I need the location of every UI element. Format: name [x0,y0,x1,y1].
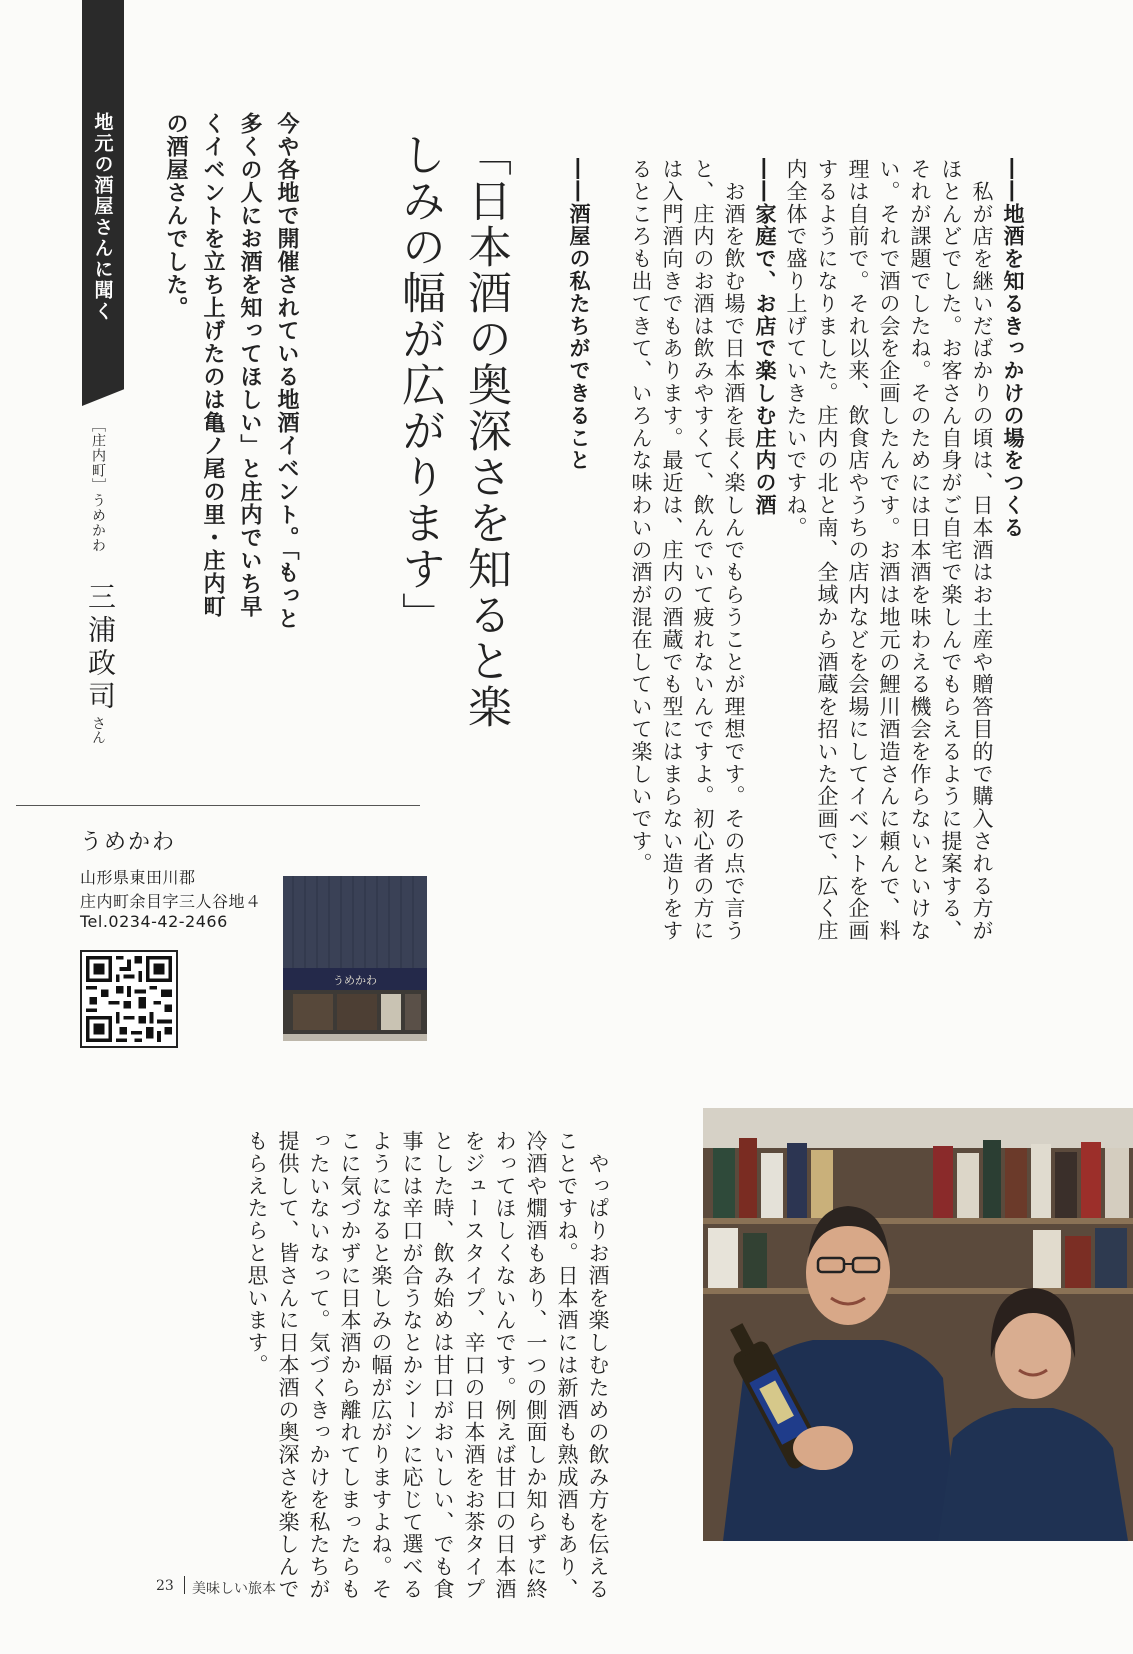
info-divider [16,805,420,806]
person-name: 三浦政司 [84,582,117,714]
section-body-1: 私が店を継いだばかりの頃は、日本酒はお土産や贈答目的で購入される方がほとんどでした。お客さん自身がご自宅で楽しんでもらえるように提案する、それが課題でしたね。そのためには日本酒を味わえる機会を作らないといけない。それで酒の会を企画したんです。お酒は地元の鯉川酒造さんに頼んで、料理は自前で。それ以来、飲食店やうちの店内などを会場にしてイベントを企画するようになりました。庄内の北と南、全域から酒蔵を招いた企画で、広く庄内全体で盛り上げていきたいですね。 [784,158,994,942]
article-title: 「日本酒の奥深さを知ると楽しみの幅が広がります」 [394,132,511,730]
category-label: 地元の酒屋さんに聞く [91,112,114,322]
section-heading-2: ――家庭で、お店で楽しむ庄内の酒 [753,158,777,517]
article-body-upper [563,158,1028,958]
section-body-2: お酒を飲む場で日本酒を長く楽しんでもらうことが理想です。その点で言うと、庄内のお酒は飲みやすくて、飲んでいて疲れないんですよ。初心者の方には入門酒向きでもあります。最近は、庄内の酒蔵でも型にはまらない造りをするところも出てきて、いろんな味わいの酒が混在していて楽しいです。 [629,158,746,942]
person-honorific: さん [90,716,106,744]
shop-tel: Tel.0234-42-2466 [80,912,228,931]
category-banner-tip [82,378,124,406]
section-heading-1: ――地酒を知るきっかけの場をつくる [1001,158,1025,539]
shop-address-line1: 山形県東田川郡 [80,868,196,887]
footer-separator [184,1576,185,1594]
person-affiliation: ［庄内町］うめかわ [90,418,106,553]
qr-code-icon[interactable] [80,950,178,1048]
article-body-lower [241,1130,613,1605]
storefront-sign: うめかわ [333,974,377,987]
shop-name: うめかわ [80,830,177,855]
shop-address-line2: 庄内町余目字三人谷地４ [80,892,262,911]
storefront-photo [283,876,427,1041]
article-lead: 今や各地で開催されている地酒イベント。「もっと多くの人にお酒を知ってほしい」と庄内でいち早くイベントを立ち上げたのは亀ノ尾の里・庄内町の酒屋さんでした。 [163,112,299,630]
magazine-title: 美味しい旅本 [192,1581,276,1597]
staff-photo [703,1108,1133,1541]
page-number: 23 [156,1578,174,1594]
section-body-3: やっぱりお酒を楽しむための飲み方を伝えることですね。日本酒には新酒も熟成酒もあり、冷酒や燗酒もあり、一つの側面しか知らずに終わってほしくないんです。例えば甘口の日本酒をジュースタイプ、辛口の日本酒をお茶タイプとした時、飲み始めは甘口がおいしい、でも食事には辛口が合うなとかシーンに応じて選べるようになると楽しみの幅が広がりますよね。そこに気づかずに日本酒から離れてしまったらもったいないなって。気づくきっかけを私たちが提供して、皆さんに日本酒の奥深さを楽しんでもらえたらと思います。 [245,1130,610,1601]
section-heading-3: ――酒屋の私たちができること [567,158,591,472]
